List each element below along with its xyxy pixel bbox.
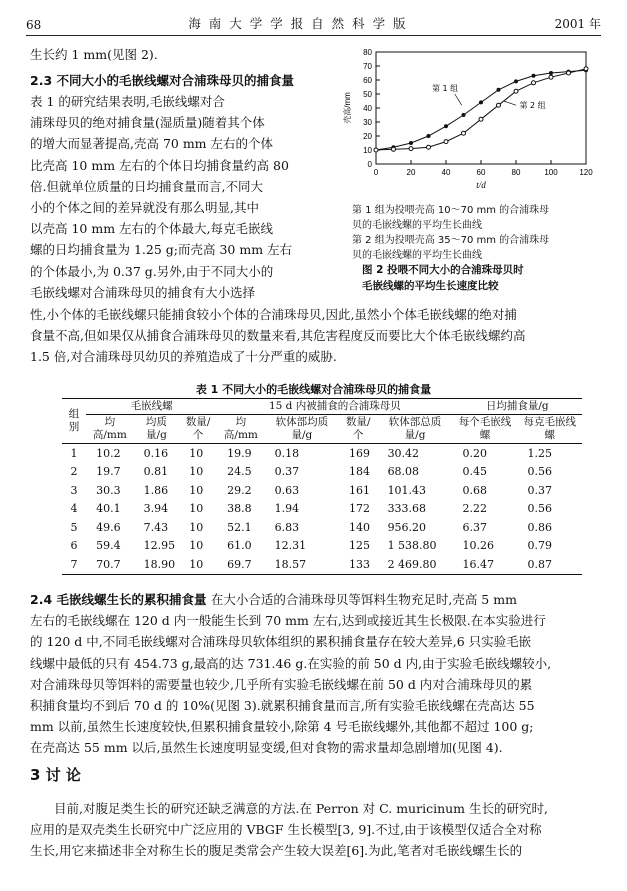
text-line: 在壳高达 55 mm 以后,虽然生长速度明显变缓,但对食物的需求量却急剧增加(见图 4). <box>30 740 503 756</box>
figure-2-growth-chart <box>338 44 600 199</box>
table-cell: 956.20 <box>387 520 427 534</box>
table-cell: 1.94 <box>274 502 300 516</box>
table-cell: 59.4 <box>96 539 121 553</box>
data-point <box>497 103 501 107</box>
text-line: 目前,对腹足类生长的研究还缺乏满意的方法.在 Perron 对 C. muricinum 生长的研究时, <box>54 801 548 816</box>
table-cell: 0.18 <box>274 446 300 460</box>
table-cell: 0.45 <box>462 465 488 479</box>
table-cell: 0.20 <box>462 446 488 460</box>
text-line: 线螺中最低的只有 454.73 g,最高的达 731.46 g.在实验的前 50 d 内,由于实验毛嵌线螺较小, <box>30 655 552 671</box>
table-cell: 70.7 <box>96 557 121 571</box>
data-point <box>392 147 396 151</box>
text-line: 性,小个体的毛嵌线螺只能捕食较小个体的合浦珠母贝,因此,虽然小个体毛嵌线螺的绝对捕 <box>30 307 517 322</box>
data-point <box>532 81 536 85</box>
table-cell: 10 <box>189 520 204 534</box>
x-tick-label: 20 <box>406 168 416 177</box>
table-cell: 16.47 <box>462 557 495 571</box>
table-cell: 2 469.80 <box>387 557 437 571</box>
subheader: 软体部均质量/g <box>275 416 329 441</box>
series-line <box>376 70 586 150</box>
data-point <box>409 141 413 145</box>
table-row <box>62 500 582 519</box>
text-line: 小的个体之间的差异就没有那么明显,其中 <box>30 200 259 216</box>
table-row <box>62 537 582 556</box>
table-cell: 12.95 <box>143 539 176 553</box>
table-cell: 6.83 <box>274 520 300 534</box>
data-point <box>409 147 413 151</box>
text-line: 以壳高 10 mm 左右的个体最大,每克毛嵌线 <box>30 221 274 237</box>
table-cell: 29.2 <box>227 483 252 497</box>
data-point <box>514 89 518 93</box>
text-line: 积捕食量均不到后 70 d 的 10%(见图 3).就累积捕食量而言,所有实验毛嵌线螺在壳高达 55 <box>30 698 535 714</box>
table-cell: 10.26 <box>462 539 495 553</box>
table-cell: 52.1 <box>227 520 252 534</box>
subheader: 每个毛嵌线螺 <box>458 416 512 441</box>
y-tick-label: 10 <box>363 146 372 155</box>
legend-note-line: 贝的毛嵌线螺的平均生长曲线 <box>352 250 482 261</box>
text-line: 2.4 毛嵌线螺生长的累积捕食量 在大小合适的合浦珠母贝等饵料生物充足时,壳高 5 mm <box>30 592 517 607</box>
table-cell: 61.0 <box>227 539 252 553</box>
table-cell: 49.6 <box>96 520 121 534</box>
text-line: 食量不高,但如果仅从捕食合浦珠母贝的数量来看,其危害程度反而要比大个体毛嵌线螺约高 <box>30 328 526 344</box>
table-cell: 1.25 <box>527 446 553 460</box>
table-cell: 0.56 <box>527 465 553 479</box>
table-cell: 2 <box>70 465 78 479</box>
table-cell: 18.90 <box>143 557 176 571</box>
table-cell: 7 <box>70 557 78 571</box>
table-cell: 2.22 <box>462 502 488 516</box>
table-row <box>62 444 582 463</box>
data-point <box>549 75 553 79</box>
table-cell: 0.37 <box>527 483 553 497</box>
table-cell: 24.5 <box>227 465 252 479</box>
data-point <box>462 131 466 135</box>
text-line: 的个体最小,为 0.37 g.另外,由于不同大小的 <box>30 263 274 279</box>
table-cell: 5 <box>70 520 78 534</box>
y-tick-label: 20 <box>363 132 372 141</box>
table-cell: 10.2 <box>96 446 121 460</box>
table-cell: 0.86 <box>527 520 553 534</box>
table-cell: 69.7 <box>227 557 252 571</box>
text-line: mm 以前,虽然生长速度较快,但累积捕食量较小,除第 4 号毛嵌线螺外,其他都不超过 100 g; <box>30 719 534 735</box>
text-line: 的增大而显著提高,壳高 70 mm 左右的个体 <box>30 136 274 152</box>
text-line: 左右的毛嵌线螺在 120 d 内一般能生长到 70 mm 左右,达到或接近其生长极限.在本实验进行 <box>30 613 546 629</box>
caption-line: 毛嵌线螺的平均生长速度比较 <box>362 280 499 292</box>
x-tick-label: 80 <box>511 168 521 177</box>
table-1 <box>62 398 582 575</box>
data-point <box>514 79 518 83</box>
series-label: 第 1 组 <box>432 84 459 94</box>
y-tick-label: 70 <box>363 62 372 71</box>
x-axis-label: t/d <box>476 180 486 190</box>
table-cell: 4 <box>70 502 78 516</box>
series-label: 第 2 组 <box>519 101 546 110</box>
text-line: 倍.但就单位质量的日均捕食量而言,不同大 <box>30 178 263 194</box>
col-prey: 15 d 内被捕食的合浦珠母贝 <box>217 399 452 415</box>
text-line: 的 120 d 中,不同毛嵌线螺对合浦珠母贝软体组织的累积捕食量存在较大差异,6 只实验毛嵌 <box>30 634 532 650</box>
table-cell: 101.43 <box>387 483 427 497</box>
table-row <box>62 555 582 574</box>
table-cell: 10 <box>189 446 204 460</box>
table-cell: 6 <box>70 539 78 553</box>
section-2-3-body <box>30 91 330 303</box>
table-cell: 12.31 <box>274 539 307 553</box>
table-cell: 10 <box>189 483 204 497</box>
table-cell: 6.37 <box>462 520 488 534</box>
text-line: 表 1 的研究结果表明,毛嵌线螺对合 <box>30 94 225 109</box>
table-cell: 18.57 <box>274 557 307 571</box>
data-point <box>374 148 378 152</box>
subheader: 每克毛嵌线螺 <box>523 416 576 441</box>
table-cell: 10 <box>189 465 204 479</box>
label-leader <box>504 101 516 105</box>
data-point <box>427 145 431 149</box>
table-cell: 0.68 <box>462 483 488 497</box>
table-cell: 333.68 <box>387 502 427 516</box>
subheader: 软体部总质量/g <box>388 416 442 441</box>
table-cell: 0.63 <box>274 483 300 497</box>
text-line: 应用的是双壳类生长研究中广泛应用的 VBGF 生长模型[3, 9].不过,由于该模型仅适合全对称 <box>30 822 542 838</box>
y-tick-label: 80 <box>363 48 372 57</box>
data-point <box>427 134 431 138</box>
subheader: 均高/mm <box>92 416 127 441</box>
table-cell: 0.16 <box>143 446 169 460</box>
table-cell: 1.86 <box>143 483 169 497</box>
data-point <box>444 140 448 144</box>
series-line <box>376 69 586 150</box>
y-tick-label: 60 <box>363 76 372 85</box>
table-cell: 0.81 <box>143 465 169 479</box>
running-header <box>26 10 601 36</box>
table-cell: 30.3 <box>96 483 121 497</box>
x-tick-label: 0 <box>373 168 379 177</box>
table-cell: 19.9 <box>227 446 252 460</box>
table-cell: 38.8 <box>227 502 252 516</box>
table-cell: 10 <box>189 539 204 553</box>
col-snail: 毛嵌线螺 <box>86 399 217 415</box>
section-2-3-body-wide <box>30 304 600 368</box>
table-row <box>62 518 582 537</box>
table-cell: 3.94 <box>143 502 169 516</box>
table-cell: 40.1 <box>96 502 121 516</box>
text-line: 对合浦珠母贝等饵料的需要量也较少,几乎所有实验毛嵌线螺在前 50 d 内对合浦珠母贝的累 <box>30 676 533 692</box>
table-cell: 161 <box>349 483 371 497</box>
table-row <box>62 481 582 500</box>
table-cell: 10 <box>189 502 204 516</box>
table-cell: 0.56 <box>527 502 553 516</box>
col-daily: 日均捕食量/g <box>453 399 582 415</box>
legend-note-line: 贝的毛嵌线螺的平均生长曲线 <box>352 220 482 231</box>
table-cell: 184 <box>349 465 371 479</box>
x-tick-label: 40 <box>441 168 451 177</box>
legend-note-line: 第 2 组为投喂壳高 35～70 mm 的合浦珠母 <box>352 235 550 246</box>
data-point <box>462 113 466 117</box>
y-tick-label: 0 <box>367 160 372 169</box>
caption-line: 图 2 投喂不同大小的合浦珠母贝时 <box>362 264 524 276</box>
data-point <box>532 74 536 78</box>
table-cell: 125 <box>349 539 371 553</box>
x-tick-label: 60 <box>476 168 486 177</box>
col-group: 组别 <box>62 399 86 444</box>
plot-frame <box>376 52 586 164</box>
section-2-4-heading: 2.4 毛嵌线螺生长的累积捕食量 <box>30 592 211 607</box>
text-line: 1.5 倍,对合浦珠母贝幼贝的养殖造成了十分严重的威胁. <box>30 349 337 365</box>
x-tick-label: 120 <box>579 168 593 177</box>
data-point <box>584 67 588 71</box>
issue-year: 2001 年 <box>554 17 601 31</box>
text-line: 螺的日均捕食量为 1.25 g;而壳高 30 mm 左右 <box>30 242 293 258</box>
subheader: 数量/个 <box>346 416 371 441</box>
data-point <box>567 71 571 75</box>
page-number: 68 <box>26 18 42 32</box>
table-cell: 133 <box>349 557 371 571</box>
text-line: 比壳高 10 mm 左右的个体日均捕食量约高 80 <box>30 157 289 173</box>
subheader: 均高/mm <box>223 416 258 441</box>
data-point <box>479 100 483 104</box>
section-3-body <box>30 798 600 862</box>
table-cell: 10 <box>189 557 204 571</box>
table-cell: 30.42 <box>387 446 420 460</box>
table-cell: 1 538.80 <box>387 539 437 553</box>
data-point <box>497 88 501 92</box>
text-line: 毛嵌线螺对合浦珠母贝的捕食有大小选择 <box>30 284 256 300</box>
label-leader <box>455 94 462 105</box>
section-2-4-body <box>30 589 600 759</box>
table-row <box>62 463 582 482</box>
y-tick-label: 50 <box>363 90 372 99</box>
section-2-3-heading: 2.3 不同大小的毛嵌线螺对合浦珠母贝的捕食量 <box>30 73 294 88</box>
data-point <box>444 124 448 128</box>
subheader: 均质量/g <box>145 416 167 441</box>
text-line: 浦珠母贝的绝对捕食量(湿质量)随着其个体 <box>30 115 265 131</box>
subheader: 数量/个 <box>185 416 211 441</box>
table-cell: 0.87 <box>527 557 553 571</box>
table-cell: 172 <box>349 502 371 516</box>
table-cell: 19.7 <box>96 465 121 479</box>
data-point <box>479 117 483 121</box>
table-cell: 169 <box>349 446 371 460</box>
table-1-caption: 表 1 不同大小的毛嵌线螺对合浦珠母贝的捕食量 <box>195 383 432 396</box>
figure-2-caption <box>362 262 602 294</box>
table-cell: 140 <box>349 520 371 534</box>
table-cell: 7.43 <box>143 520 169 534</box>
table-cell: 1 <box>70 446 78 460</box>
table-cell: 0.37 <box>274 465 300 479</box>
section-3-heading: 3 讨 论 <box>30 766 81 784</box>
y-tick-label: 40 <box>363 104 372 113</box>
journal-title: 海 南 大 学 学 报 自 然 科 学 版 <box>188 16 408 31</box>
text-line: 生长,用它来描述非全对称生长的腹足类常会产生较大误差[6].为此,笔者对毛嵌线螺生长的 <box>30 843 523 859</box>
legend-note-line: 第 1 组为投喂壳高 10～70 mm 的合浦珠母 <box>352 205 550 216</box>
table-cell: 0.79 <box>527 539 553 553</box>
x-tick-label: 100 <box>544 168 558 177</box>
y-axis-label: 壳高/mm <box>343 92 352 124</box>
data-point <box>549 71 553 75</box>
y-tick-label: 30 <box>363 118 372 127</box>
table-cell: 68.08 <box>387 465 420 479</box>
table-cell: 3 <box>70 483 78 497</box>
figure-2-legend-notes <box>352 203 602 263</box>
paragraph-top: 生长约 1 mm(见图 2). <box>30 47 158 62</box>
